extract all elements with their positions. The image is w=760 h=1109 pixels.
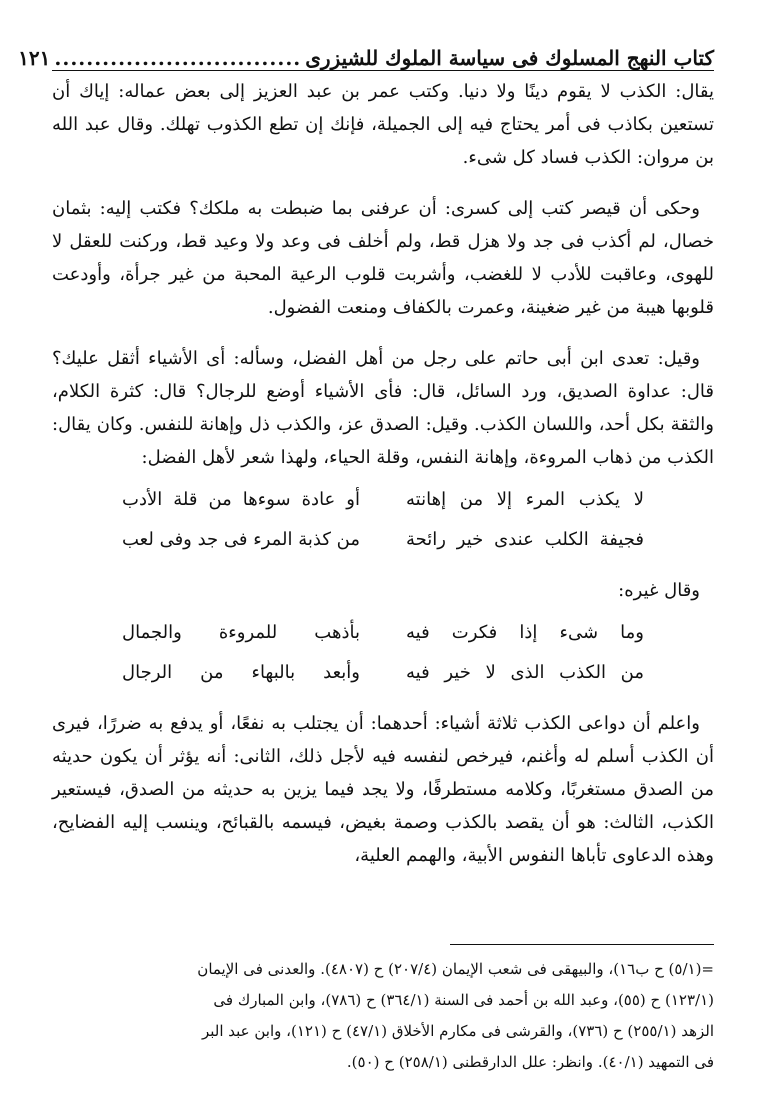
verse-line [52,653,714,693]
header-leader-dots: ............................... [54,46,302,70]
hemistich: أو عادة سوءها من قلة الأدب [122,489,360,510]
footnote-divider [450,944,714,945]
footnote-line: =(٥/١) ح ب١٦)، والبيهقى فى شعب الإيمان (٢٠٧/٤) ح (٤٨٠٧). والعدنى فى الإيمان [197,960,714,978]
paragraph: وحكى أن قيصر كتب إلى كسرى: أن عرفنى بما ضبطت به ملكك؟ فكتب إليه: بثمان خصال، لم أكذب فى جد ولا هزل قط، ولم أخلف فى وعد ولا وعيد قط، وركنت للعقل لا للهوى، وعاقبت للأدب لا للغضب، وأشربت قلوب الرعية المحبة من غير جرأة، وأودعت قلوبها هيبة من غير ضغينة، وعمرت بالكفاف ومنعت الفضول. [52,198,714,318]
hemistich: لا يكذب المرء إلا من إهانته [406,489,644,510]
paragraph: وقيل: تعدى ابن أبى حاتم على رجل من أهل الفضل، وسأله: أى الأشياء أثقل عليك؟ قال: عداوة الصديق، ورد السائل، قال: فأى الأشياء أوضع للرجال؟ قال: كثرة الكلام، والثقة بكل أحد، واللسان الكذب. وقيل: الصدق عز، والكذب ذل وإهانة للنفس. وكان يقال: الكذب من ذهاب المروءة، وإهانة النفس، وقلة الحياء، ولهذا شعر لأهل الفضل: [52,348,714,468]
footnote [52,954,714,1078]
book-title: كتاب النهج المسلوك فى سياسة الملوك للشيزرى [305,46,714,70]
paragraph: واعلم أن دواعى الكذب ثلاثة أشياء: أحدهما: أن يجتلب به نفعًا، أو يدفع به ضررًا، فيرى أن الكذب أسلم له وأغنم، فيرخص لنفسه فيه لأجل ذلك، الثانى: أنه يؤثر أن يكون حديثه من الصدق مستغربًا، وكلامه مستطرفًا، ولا يجد فيما يزين به حديثه من الصدق، فيستعير الكذب، الثالث: هو أن يقصد بالكذب وصمة بغيض، فيسمه بالقبائح، وينسب إليه الفضايح، وهذه الدعاوى تأباها النفوس الأبية، والهمم العلية، [52,713,714,866]
hemistich: وما شىء إذا فكرت فيه [406,622,644,643]
poem-intro: وقال غيره: [618,580,700,601]
footnote-line: الزهد (٢٥٥/١) ح (٧٣٦)، والقرشى فى مكارم الأخلاق (٤٧/١) ح (١٢١)، وابن عبد البر [201,1022,714,1040]
verse-line [52,613,714,653]
footnote-line: (١٢٣/١) ح (٥٥)، وعبد الله بن أحمد فى السنة (٣٦٤/١) ح (٧٨٦)، وابن المبارك فى [213,991,714,1009]
verse-line [52,480,714,520]
hemistich: من كذبة المرء فى جد وفى لعب [122,529,360,550]
paragraph: يقال: الكذب لا يقوم دينًا ولا دنيا. وكتب عمر بن عبد العزيز إلى بعض عماله: إياك أن تستعين بكاذب فى أمر يحتاج فيه إلى الجميلة، فإنك إن تطع الكذوب تهلك. وقال عبد الله بن مروان: الكذب فساد كل شىء. [52,81,714,168]
running-header [18,34,714,71]
hemistich: من الكذب الذى لا خير فيه [406,662,644,683]
verse-line [52,520,714,560]
poem-first [52,480,714,560]
hemistich: وأبعد بالبهاء من الرجال [122,662,360,683]
main-text [52,75,714,890]
hemistich: بأذهب للمروءة والجمال [122,622,360,643]
poem-second [52,613,714,693]
hemistich: فجيفة الكلب عندى خير رائحة [406,529,644,550]
page-number: ١٢١ [18,46,51,70]
footnote-line: فى التمهيد (٤٠/١). وانظر: علل الدارقطنى (٢٥٨/١) ح (٥٠). [346,1053,714,1071]
